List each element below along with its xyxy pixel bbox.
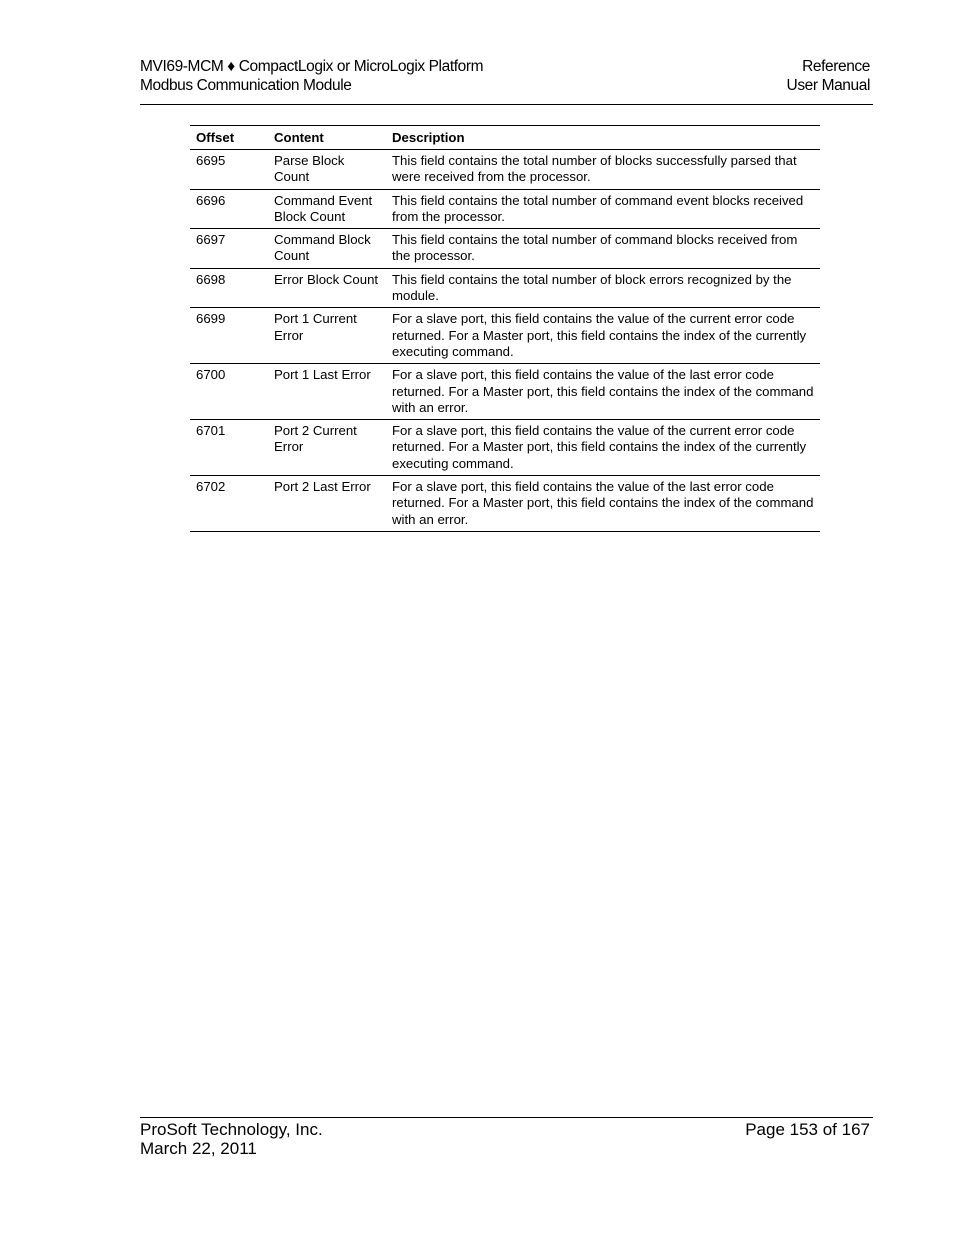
offset-cell: 6699 <box>196 311 226 327</box>
header-left <box>140 57 483 95</box>
table-row <box>190 189 820 229</box>
content-cell: Command Event Block Count <box>274 192 373 224</box>
footer-left <box>140 1120 323 1158</box>
content-cell: Port 2 Current Error <box>274 423 357 455</box>
header-module-name: Modbus Communication Module <box>140 77 352 94</box>
description-cell: For a slave port, this field contains the value of the current error code returned. For a Master port, this field contains the index of the currently executing command. <box>392 423 807 471</box>
offset-cell: 6702 <box>196 479 226 495</box>
table-row <box>190 364 820 420</box>
table-row <box>190 229 820 269</box>
header-doc-type: User Manual <box>786 77 870 94</box>
header-right <box>787 57 870 95</box>
content-cell: Command Block Count <box>274 232 371 264</box>
description-cell: For a slave port, this field contains the value of the last error code returned. For a Master port, this field contains the index of the command with an error. <box>392 479 814 527</box>
header-section: Reference <box>802 58 870 75</box>
offset-cell: 6701 <box>196 423 226 439</box>
content-cell: Port 1 Last Error <box>274 367 371 383</box>
table-row <box>190 150 820 190</box>
offset-cell: 6696 <box>196 192 226 208</box>
description-cell: This field contains the total number of command blocks received from the processor. <box>392 232 798 264</box>
footer-date: March 22, 2011 <box>140 1139 257 1158</box>
table-row <box>190 268 820 308</box>
footer-divider <box>140 1117 873 1118</box>
content-cell: Port 1 Current Error <box>274 311 357 343</box>
column-header-offset: Offset <box>196 129 235 145</box>
footer-company: ProSoft Technology, Inc. <box>140 1120 323 1139</box>
table-header-row <box>190 126 820 150</box>
content-cell: Parse Block Count <box>274 153 345 185</box>
table-row <box>190 476 820 532</box>
description-cell: For a slave port, this field contains the value of the last error code returned. For a Master port, this field contains the index of the command with an error. <box>392 367 814 415</box>
offset-cell: 6698 <box>196 271 226 287</box>
description-cell: This field contains the total number of blocks successfully parsed that were received from the processor. <box>392 153 797 185</box>
header-product-line: MVI69-MCM ♦ CompactLogix or MicroLogix Platform <box>140 58 484 75</box>
column-header-content: Content <box>274 129 324 145</box>
header-divider <box>140 104 873 105</box>
table-row <box>190 420 820 476</box>
description-cell: For a slave port, this field contains the value of the current error code returned. For a Master port, this field contains the index of the currently executing command. <box>392 311 807 359</box>
offset-cell: 6697 <box>196 232 226 248</box>
column-header-description: Description <box>392 129 465 145</box>
offset-cell: 6695 <box>196 153 226 168</box>
footer-page-number: Page 153 of 167 <box>745 1120 870 1139</box>
description-cell: This field contains the total number of block errors recognized by the module. <box>392 271 792 304</box>
description-cell: This field contains the total number of command event blocks received from the processor. <box>392 192 804 224</box>
table-row <box>190 308 820 364</box>
status-offset-table <box>190 125 820 532</box>
content-cell: Port 2 Last Error <box>274 479 371 495</box>
offset-cell: 6700 <box>196 367 226 383</box>
content-cell: Error Block Count <box>274 271 379 287</box>
